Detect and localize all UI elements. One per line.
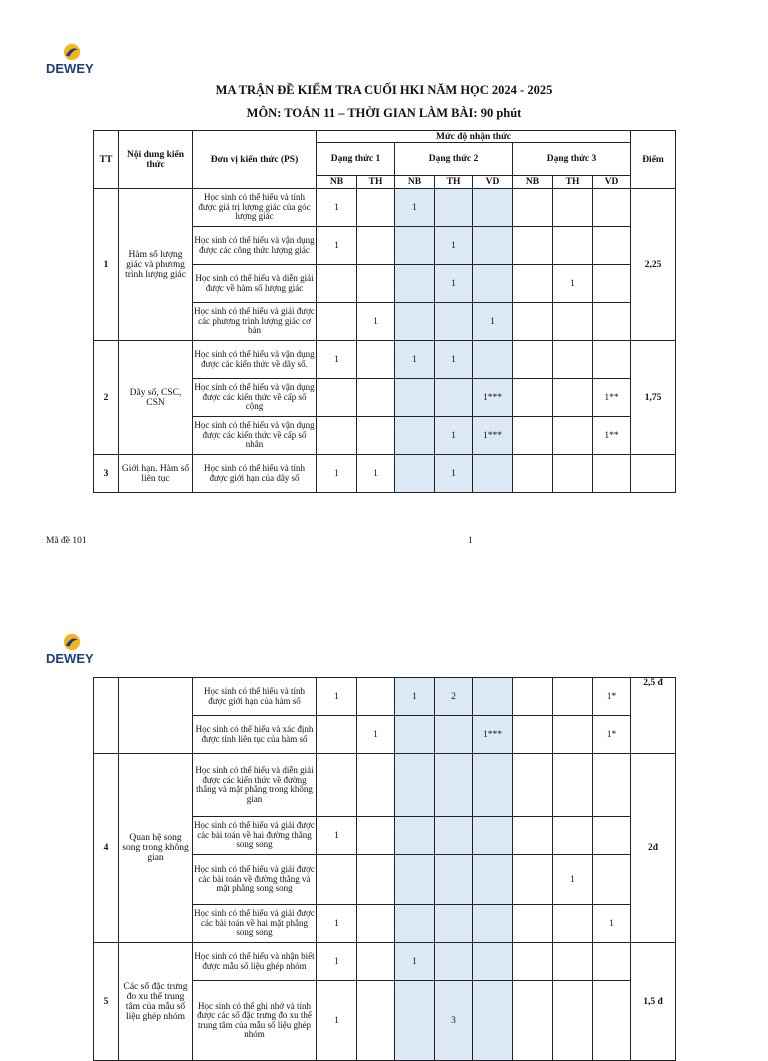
header-th: TH: [357, 176, 395, 189]
cell-unit: Học sinh có thể hiểu và vận dụng được các kiến thức về cấp số nhân: [193, 417, 317, 455]
cell-unit: Học sinh có thể hiểu và diễn giải được các kiến thức về đường thẳng và mặt phẳng trong không gian: [193, 754, 317, 817]
cell-count: [513, 379, 553, 417]
cell-count: [593, 265, 631, 303]
exam-code: Mã đề 101: [46, 536, 87, 546]
cell-count: [317, 379, 357, 417]
cell-count: [357, 379, 395, 417]
cell-unit: Học sinh có thể hiểu và diễn giải được về hàm số lượng giác: [193, 265, 317, 303]
cell-count: [357, 754, 395, 817]
cell-count: [357, 189, 395, 227]
header-nb: NB: [317, 176, 357, 189]
header-score: Điểm: [631, 131, 676, 189]
cell-count: [357, 227, 395, 265]
cell-count: [593, 341, 631, 379]
cell-content: Giới hạn. Hàm số liên tục: [119, 455, 193, 493]
cell-count: [395, 981, 435, 1061]
header-tt: TT: [94, 131, 119, 189]
cell-count: [395, 754, 435, 817]
cell-count: 1: [395, 189, 435, 227]
cell-count: 1***: [473, 716, 513, 754]
cell-count: [513, 417, 553, 455]
header-nb: NB: [513, 176, 553, 189]
cell-score: 2đ: [631, 754, 676, 943]
cell-count: [513, 678, 553, 716]
cell-count: 1: [357, 455, 395, 493]
cell-unit: Học sinh có thể hiểu và giải được các bài toán về đường thẳng và mặt phẳng song song: [193, 855, 317, 905]
cell-count: [473, 754, 513, 817]
cell-count: [513, 341, 553, 379]
cell-count: [513, 455, 553, 493]
cell-count: [395, 855, 435, 905]
table-row: [94, 455, 676, 493]
cell-count: [473, 227, 513, 265]
header-th: TH: [553, 176, 593, 189]
cell-count: 1: [317, 189, 357, 227]
cell-count: [357, 981, 395, 1061]
cell-unit: Học sinh có thể ghi nhớ và tính được các số đặc trưng đo xu thế trung tâm của mẫu số liệu ghép nhóm: [193, 981, 317, 1061]
cell-count: [317, 265, 357, 303]
cell-count: [395, 227, 435, 265]
dewey-logo-icon: [63, 633, 81, 651]
cell-count: [357, 855, 395, 905]
cell-unit: Học sinh có thể hiểu và giải được các bài toán về hai mặt phẳng song song: [193, 905, 317, 943]
cell-count: 1: [357, 303, 395, 341]
cell-count: [553, 905, 593, 943]
header-type-3: Dạng thức 3: [513, 143, 631, 176]
cell-count: [513, 227, 553, 265]
cell-count: [593, 227, 631, 265]
cell-unit: Học sinh có thể hiểu và tính được giới hạn của dãy số: [193, 455, 317, 493]
cell-count: 1: [357, 716, 395, 754]
cell-score: [631, 455, 676, 493]
cell-count: [317, 754, 357, 817]
cell-count: [553, 303, 593, 341]
cell-count: 1: [553, 265, 593, 303]
cell-count: 1: [435, 455, 473, 493]
cell-count: [513, 265, 553, 303]
cell-count: [473, 455, 513, 493]
cell-count: [553, 716, 593, 754]
cell-count: 1: [317, 341, 357, 379]
cell-content: Quan hệ song song trong không gian: [119, 754, 193, 943]
cell-count: [357, 341, 395, 379]
cell-unit: Học sinh có thể hiểu và tính được giá trị lượng giác của góc lượng giác: [193, 189, 317, 227]
cell-count: [513, 303, 553, 341]
cell-count: 1: [435, 265, 473, 303]
cell-count: [513, 716, 553, 754]
cell-count: 1: [395, 341, 435, 379]
document-title: MA TRẬN ĐỀ KIỂM TRA CUỐI HKI NĂM HỌC 2024 - 2025: [215, 83, 553, 97]
page-number: 1: [468, 536, 473, 546]
cell-count: [553, 227, 593, 265]
cell-tt: 5: [94, 943, 119, 1061]
table-row: [94, 189, 676, 227]
cell-count: [553, 678, 593, 716]
cell-count: [513, 189, 553, 227]
cell-count: [473, 905, 513, 943]
cell-count: [435, 905, 473, 943]
cell-count: [593, 943, 631, 981]
cell-count: [553, 817, 593, 855]
cell-count: 1: [317, 678, 357, 716]
cell-count: [357, 678, 395, 716]
cell-count: [357, 905, 395, 943]
cell-count: 1: [317, 227, 357, 265]
cell-count: [593, 455, 631, 493]
cell-count: [395, 265, 435, 303]
cell-count: [395, 417, 435, 455]
cell-count: 1***: [473, 379, 513, 417]
header-type-2: Dạng thức 2: [395, 143, 513, 176]
cell-count: [317, 303, 357, 341]
cell-count: [553, 754, 593, 817]
cell-unit: Học sinh có thể hiểu và tính được giới hạn của hàm số: [193, 678, 317, 716]
matrix-table-part-1: [93, 130, 676, 493]
cell-count: [473, 189, 513, 227]
cell-count: [593, 855, 631, 905]
cell-tt: 3: [94, 455, 119, 493]
cell-unit: Học sinh có thể hiểu và giải được các bài toán về hai đường thẳng song song: [193, 817, 317, 855]
cell-count: 1: [317, 905, 357, 943]
cell-count: 2: [435, 678, 473, 716]
cell-count: [513, 754, 553, 817]
cell-count: [435, 189, 473, 227]
header-content: Nội dung kiến thức: [119, 131, 193, 189]
cell-count: [435, 817, 473, 855]
cell-count: [435, 379, 473, 417]
cell-content: Các số đặc trưng đo xu thế trung tâm của mẫu số liệu ghép nhóm: [119, 943, 193, 1061]
cell-unit: Học sinh có thể hiểu và vận dụng được các công thức lượng giác: [193, 227, 317, 265]
cell-count: [435, 303, 473, 341]
cell-count: [553, 417, 593, 455]
cell-count: [553, 379, 593, 417]
cell-count: [473, 678, 513, 716]
table-row: [94, 341, 676, 379]
cell-count: [435, 716, 473, 754]
cell-count: 1: [317, 455, 357, 493]
cell-count: [435, 855, 473, 905]
cell-count: [395, 817, 435, 855]
cell-count: [553, 341, 593, 379]
cell-count: [593, 303, 631, 341]
cell-tt: [94, 678, 119, 754]
cell-count: 1: [435, 227, 473, 265]
cell-unit: Học sinh có thể hiểu và giải được các phương trình lượng giác cơ bản: [193, 303, 317, 341]
cell-count: 1: [435, 341, 473, 379]
cell-unit: Học sinh có thể hiểu và nhận biết được mẫu số liệu ghép nhóm: [193, 943, 317, 981]
cell-count: 1: [317, 943, 357, 981]
cell-score: 2,25: [631, 189, 676, 341]
cell-content: [119, 678, 193, 754]
header-th: TH: [435, 176, 473, 189]
table-row: [94, 678, 676, 716]
header-vd: VD: [473, 176, 513, 189]
cell-count: 1: [473, 303, 513, 341]
document-subtitle: MÔN: TOÁN 11 – THỜI GIAN LÀM BÀI: 90 phút: [246, 106, 522, 120]
cell-count: [357, 817, 395, 855]
cell-count: [395, 379, 435, 417]
table-row: [94, 754, 676, 817]
cell-tt: 4: [94, 754, 119, 943]
table-row: [94, 943, 676, 981]
cell-count: [435, 754, 473, 817]
cell-count: [395, 303, 435, 341]
header-vd: VD: [593, 176, 631, 189]
cell-count: [513, 817, 553, 855]
cell-count: [317, 855, 357, 905]
cell-count: [473, 981, 513, 1061]
logo-text: DEWEY: [46, 651, 94, 666]
cell-count: 1**: [593, 417, 631, 455]
cell-count: [473, 855, 513, 905]
cell-count: [317, 417, 357, 455]
cell-unit: Học sinh có thể hiểu và xác định được tính liên tục của hàm số: [193, 716, 317, 754]
header-nb: NB: [395, 176, 435, 189]
cell-count: 1: [553, 855, 593, 905]
cell-count: 1: [593, 905, 631, 943]
cell-content: Hàm số lượng giác và phương trình lượng giác: [119, 189, 193, 341]
cell-count: 1: [317, 981, 357, 1061]
cell-count: [357, 265, 395, 303]
cell-count: [593, 981, 631, 1061]
cell-tt: 1: [94, 189, 119, 341]
cell-count: 3: [435, 981, 473, 1061]
cell-count: 1*: [593, 678, 631, 716]
logo-text: DEWEY: [46, 61, 94, 76]
cell-count: 1: [395, 943, 435, 981]
cell-count: [435, 943, 473, 981]
cell-count: [593, 189, 631, 227]
cell-score: 2,5 đ: [631, 678, 676, 754]
cell-count: [473, 943, 513, 981]
cell-score: 1,75: [631, 341, 676, 455]
cell-count: [395, 716, 435, 754]
cell-count: [553, 455, 593, 493]
cell-count: 1: [435, 417, 473, 455]
cell-score: 1,5 đ: [631, 943, 676, 1061]
cell-count: [357, 943, 395, 981]
cell-count: 1*: [593, 716, 631, 754]
dewey-logo-icon: [63, 43, 81, 61]
cell-count: [553, 981, 593, 1061]
cell-count: [513, 905, 553, 943]
cell-count: 1***: [473, 417, 513, 455]
dewey-logo: [46, 43, 96, 77]
cell-count: 1**: [593, 379, 631, 417]
cell-count: [593, 754, 631, 817]
cell-count: [593, 817, 631, 855]
cell-count: [473, 817, 513, 855]
header-unit: Đơn vị kiến thức (PS): [193, 131, 317, 189]
cell-count: [473, 265, 513, 303]
cell-count: [513, 855, 553, 905]
cell-count: 1: [395, 678, 435, 716]
cell-content: Dãy số, CSC, CSN: [119, 341, 193, 455]
header-level: Mức độ nhận thức: [317, 131, 631, 143]
cell-count: [317, 716, 357, 754]
dewey-logo: [46, 633, 96, 667]
cell-unit: Học sinh có thể hiểu và vận dụng được các kiến thức về dãy số.: [193, 341, 317, 379]
cell-count: [395, 905, 435, 943]
header-type-1: Dạng thức 1: [317, 143, 395, 176]
cell-count: [473, 341, 513, 379]
cell-unit: Học sinh có thể hiểu và vận dụng được các kiến thức về cấp số cộng: [193, 379, 317, 417]
cell-tt: 2: [94, 341, 119, 455]
cell-count: [553, 189, 593, 227]
matrix-table-part-2: [93, 677, 676, 1061]
cell-count: [553, 943, 593, 981]
cell-count: [395, 455, 435, 493]
cell-count: [513, 943, 553, 981]
cell-count: 1: [317, 817, 357, 855]
cell-count: [513, 981, 553, 1061]
cell-count: [357, 417, 395, 455]
